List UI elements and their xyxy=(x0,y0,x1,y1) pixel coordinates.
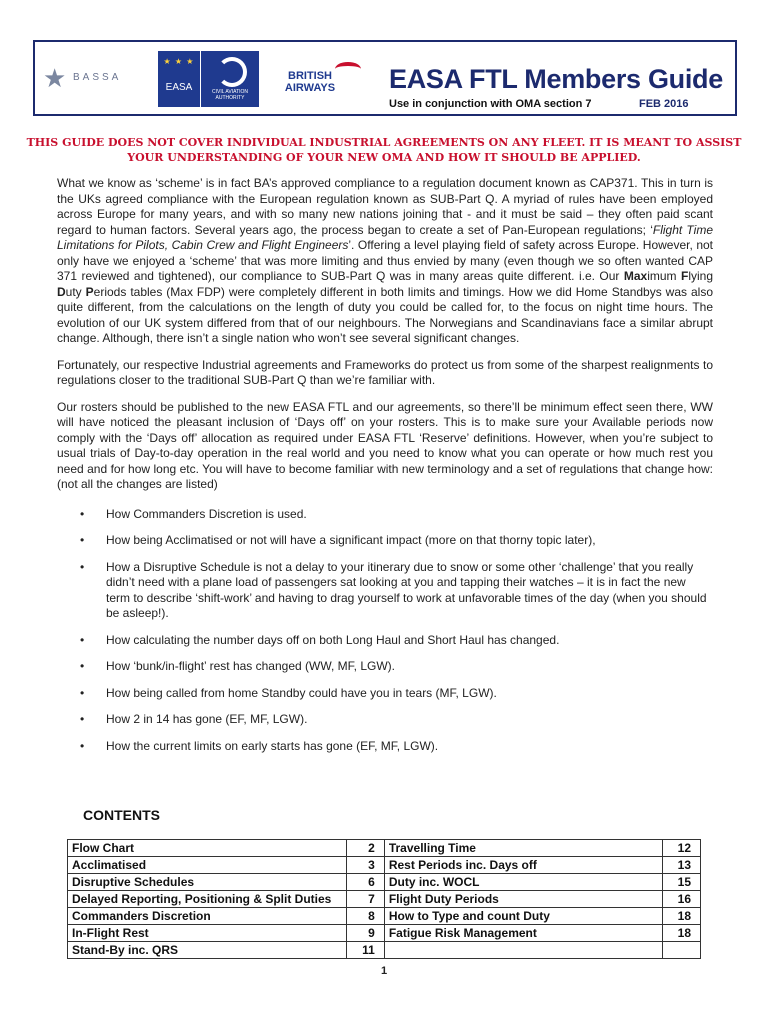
toc-entry-page: 11 xyxy=(346,942,384,959)
caa-logo xyxy=(201,51,259,107)
eu-stars-icon: ★ ★ ★ xyxy=(163,57,195,66)
bullet-icon: • xyxy=(80,712,85,726)
list-item: • How calculating the number days off on both Long Haul and Short Haul has changed. xyxy=(80,632,560,647)
bullet-icon: • xyxy=(80,559,85,574)
document-date: FEB 2016 xyxy=(639,98,689,110)
toc-entry-label xyxy=(384,942,662,959)
toc-entry-page: 7 xyxy=(346,891,384,908)
toc-entry-page: 8 xyxy=(346,908,384,925)
table-row xyxy=(68,908,701,925)
table-row xyxy=(68,857,701,874)
toc-entry-page: 18 xyxy=(663,908,701,925)
toc-entry-page: 12 xyxy=(663,840,701,857)
list-item: • How Commanders Discretion is used. xyxy=(80,506,307,521)
list-item: • How ‘bunk/in-flight’ rest has changed (WW, MF, LGW). xyxy=(80,659,395,673)
toc-entry-label: In-Flight Rest xyxy=(68,925,347,942)
body-text xyxy=(57,176,713,765)
toc-entry-page: 13 xyxy=(663,857,701,874)
contents-table xyxy=(67,839,701,959)
star-icon: ★ xyxy=(43,63,67,93)
toc-entry-label: Duty inc. WOCL xyxy=(384,874,662,891)
bullet-icon: • xyxy=(80,659,85,673)
toc-entry-label: Stand-By inc. QRS xyxy=(68,942,347,959)
british-airways-logo xyxy=(279,70,365,100)
disclaimer-line-2: YOUR UNDERSTANDING OF YOUR NEW OMA AND HOW IT SHOULD BE APPLIED. xyxy=(127,151,641,164)
disclaimer xyxy=(24,135,744,165)
bullet-icon: • xyxy=(80,506,85,521)
list-item: • How a Disruptive Schedule is not a delay to your itinerary due to snow or some other ‘challenge’ that you really didn’t need with a plane load of passengers sat looking at you and tapping their watches – it is in fact the new term to describe ‘shift-work’ and having to drag yourself to work at unfavorable times of the day (when you should be asleep!). xyxy=(80,559,707,620)
intro-paragraph-1: What we know as ‘scheme’ is in fact BA’s approved compliance to a regulation document known as CAP371. This in turn is the UKs agreed compliance with the European regulation known as SUB-Part Q. A myriad of rules have been employed across Europe for many years, and with so many new nations joining that - and it must be said – they often paid scant regard to human factors. Several years ago, the process began to create a set of Pan-European regulations; ‘Flight Time Limitations for Pilots, Cabin Crew and Flight Engineers’. Offering a level playing field of safety across Europe. However, not only have we enjoyed a ‘scheme’ that was more limiting and thus envied by many (even though we so often wanted CAP 371 reviewed and tightened), our compliance to SUB-Part Q was in many areas quite different. i.e. Our Maximum Flying Duty Periods tables (Max FDP) were completely different in both limits and timings. How we did Home Standbys was also quite different, from the calculations on the length of duty you could be called for, to the focus on night time hours. The evolution of our UK system differed from that of our neighbours. The Norwegians and Scandinavians face a similar abrupt change. Although, there isn’t a single nation who won’t see several significant changes. xyxy=(57,176,714,345)
toc-entry-label: Flow Chart xyxy=(68,840,347,857)
easa-logo-text: EASA xyxy=(165,82,193,93)
toc-entry-page: 16 xyxy=(663,891,701,908)
disclaimer-line-1: THIS GUIDE DOES NOT COVER INDIVIDUAL INDUSTRIAL AGREEMENTS ON ANY FLEET. IT IS MEANT TO ASSIST xyxy=(26,136,742,149)
basa-logo-text: BASSA xyxy=(73,72,122,83)
list-item: • How the current limits on early starts has gone (EF, MF, LGW). xyxy=(80,738,439,753)
bullet-icon: • xyxy=(80,685,85,700)
document-title: EASA FTL Members Guide xyxy=(389,64,723,94)
toc-entry-label: Fatigue Risk Management xyxy=(384,925,662,942)
caa-arc-icon xyxy=(217,57,247,87)
header-banner xyxy=(33,40,737,116)
document-subtitle: Use in conjunction with OMA section 7 xyxy=(389,98,592,110)
caa-logo-text: CIVIL AVIATION AUTHORITY xyxy=(211,89,249,101)
page-number: 1 xyxy=(380,965,388,977)
intro-paragraph-3: Our rosters should be published to the new EASA FTL and our agreements, so there’ll be minimum effect seen there, WW will have noticed the pleasant inclusion of ‘Days off’ on your rosters. This is to make sure your Available periods now comply with the ‘Days off’ allocation as required under EASA FTL ‘Reserve’ definitions. However, when you’re subject to usual trials of Day-to-day operation in the real world and you need to know what you can operate or how much rest you need and for how long etc. You will have to become familiar with new terminology and a set of regulations that change how: (not all the changes are listed) xyxy=(57,399,713,491)
toc-entry-label: Delayed Reporting, Positioning & Split Duties xyxy=(68,891,347,908)
bullet-icon: • xyxy=(80,533,85,547)
toc-entry-page: 15 xyxy=(663,874,701,891)
toc-entry-page: 18 xyxy=(663,925,701,942)
toc-entry-page xyxy=(663,942,701,959)
toc-entry-label: Commanders Discretion xyxy=(68,908,347,925)
toc-entry-label: Flight Duty Periods xyxy=(384,891,662,908)
toc-entry-page: 2 xyxy=(346,840,384,857)
table-row xyxy=(68,925,701,942)
easa-logo xyxy=(158,51,200,107)
toc-entry-page: 9 xyxy=(346,925,384,942)
table-row xyxy=(68,942,701,959)
toc-entry-label: Disruptive Schedules xyxy=(68,874,347,891)
changes-list xyxy=(57,507,713,755)
toc-entry-label: Travelling Time xyxy=(384,840,662,857)
toc-entry-page: 3 xyxy=(346,857,384,874)
bullet-icon: • xyxy=(80,632,85,647)
intro-paragraph-2: Fortunately, our respective Industrial agreements and Frameworks do protect us from some of the sharpest realignments to regulations closer to the traditional SUB-Part Q than we’re familiar with. xyxy=(57,357,713,387)
list-item: • How being Acclimatised or not will have a significant impact (more on that thorny topic later), xyxy=(80,533,596,547)
table-row xyxy=(68,874,701,891)
toc-entry-label: Rest Periods inc. Days off xyxy=(384,857,662,874)
basa-logo xyxy=(43,65,125,91)
toc-entry-page: 6 xyxy=(346,874,384,891)
contents-heading: CONTENTS xyxy=(83,807,160,823)
bullet-icon: • xyxy=(80,738,85,753)
ba-logo-text: BRITISH AIRWAYS xyxy=(284,70,336,94)
toc-entry-label: Acclimatised xyxy=(68,857,347,874)
toc-entry-label: How to Type and count Duty xyxy=(384,908,662,925)
table-row xyxy=(68,840,701,857)
table-row xyxy=(68,891,701,908)
list-item: • How being called from home Standby could have you in tears (MF, LGW). xyxy=(80,685,497,700)
list-item: • How 2 in 14 has gone (EF, MF, LGW). xyxy=(80,712,308,726)
